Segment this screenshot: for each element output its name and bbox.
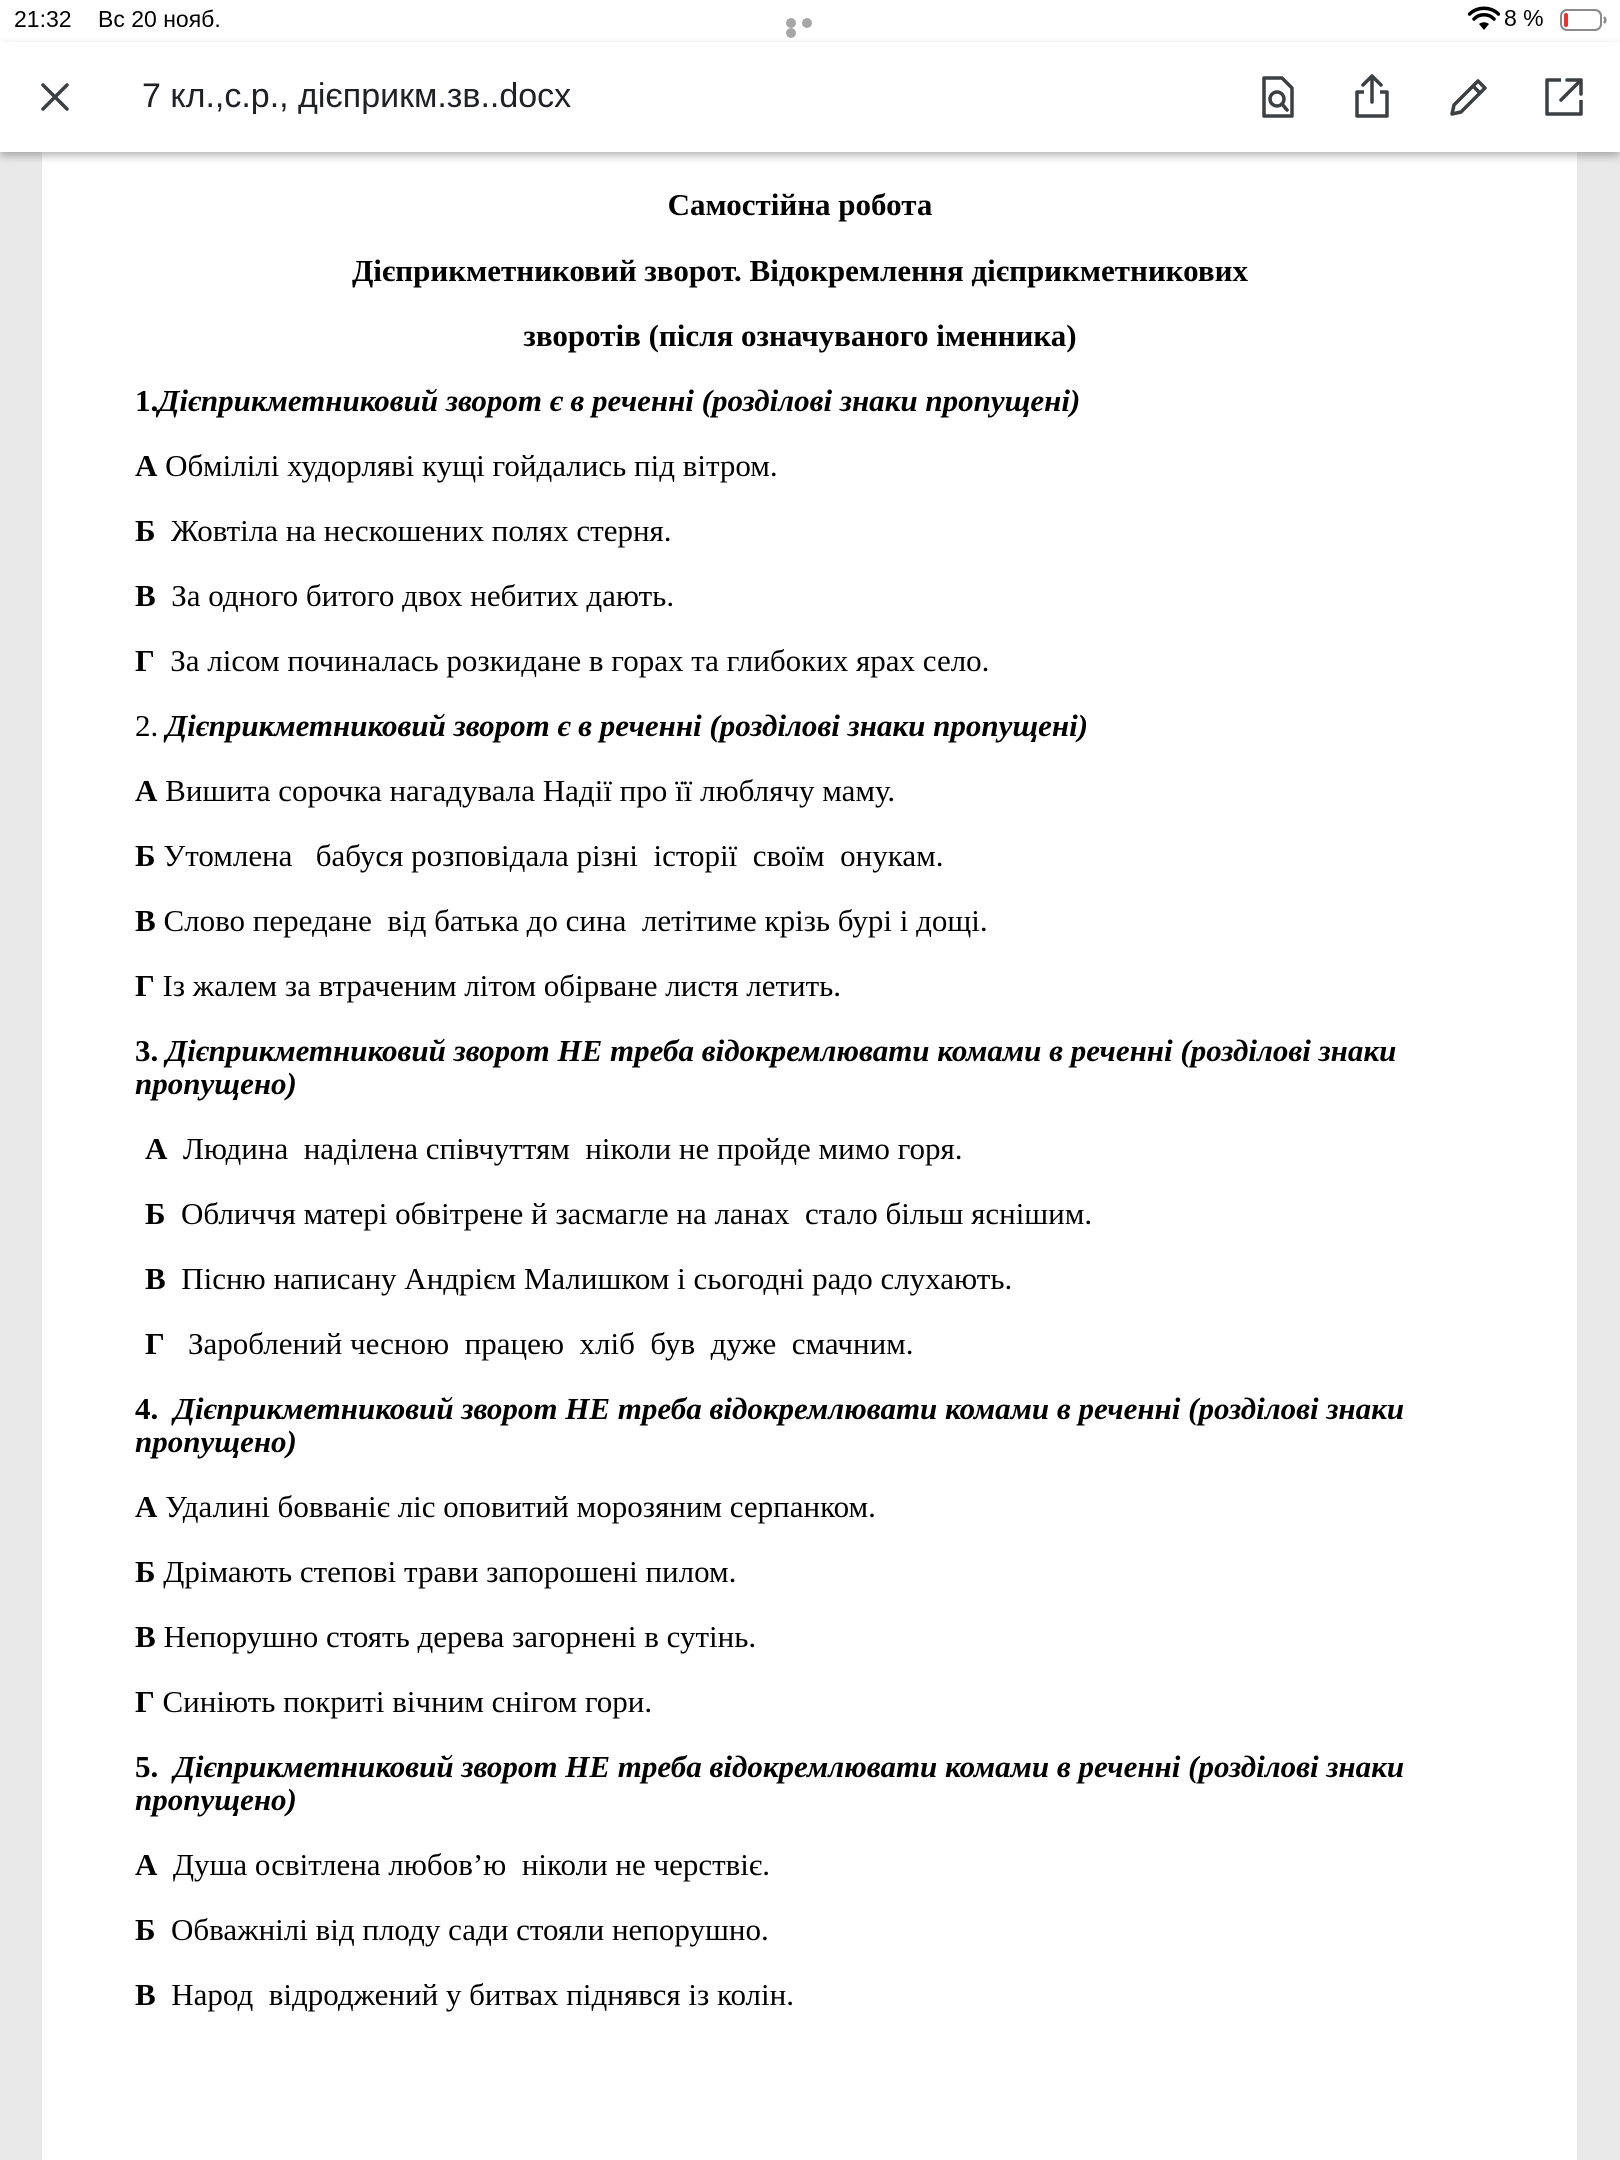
option-text: Утомлена бабуся розповідала різні історії своїм онукам.	[163, 838, 944, 873]
answer-option	[135, 1620, 1465, 1653]
status-time: 21:32	[14, 6, 72, 32]
option-letter: Г	[135, 1684, 155, 1719]
option-letter: Б	[135, 1554, 156, 1589]
option-text: За лісом починалась розкидане в горах та глибоких ярах село.	[170, 643, 990, 678]
question-number: 2.	[135, 708, 159, 743]
option-letter: В	[145, 1261, 166, 1296]
answer-option	[135, 514, 1465, 547]
question-5	[135, 1750, 1465, 1816]
question-text: Дієприкметниковий зворот НЕ треба відокремлювати комами в реченні (розділові знаки пропущено)	[135, 1749, 1405, 1817]
answer-option	[135, 1327, 1465, 1360]
document-subtitle-line-1: Дієприкметниковий зворот. Відокремлення дієприкметникових	[351, 253, 1249, 288]
question-number: 5.	[135, 1749, 159, 1784]
option-letter: А	[135, 1847, 158, 1882]
answer-option	[135, 1132, 1465, 1165]
question-text: Дієприкметниковий зворот є в реченні (розділові знаки пропущені)	[158, 383, 1081, 418]
option-letter: В	[135, 903, 156, 938]
option-letter: В	[135, 578, 156, 613]
answer-option	[135, 449, 1465, 482]
option-text: Пісню написану Андрієм Малишком і сьогодні радо слухають.	[181, 1261, 1013, 1296]
battery-icon	[1560, 8, 1608, 32]
open-in-app-icon[interactable]	[1537, 70, 1591, 124]
question-2	[135, 709, 1465, 742]
option-letter: А	[145, 1131, 168, 1166]
question-4	[135, 1392, 1465, 1458]
document-subtitle-line-2: зворотів (після означуваного іменника)	[523, 318, 1077, 353]
question-text: Дієприкметниковий зворот є в реченні (розділові знаки пропущені)	[166, 708, 1089, 743]
option-letter: Б	[135, 513, 156, 548]
option-text: Людина наділена співчуттям ніколи не пройде мимо горя.	[182, 1131, 963, 1166]
option-text: Душа освітлена любов’ю ніколи не черствіє.	[172, 1847, 770, 1882]
question-number: 4.	[135, 1391, 159, 1426]
option-letter: А	[135, 448, 158, 483]
find-in-document-icon[interactable]	[1250, 70, 1304, 124]
answer-option	[135, 1197, 1465, 1230]
option-text: Слово передане від батька до сина летітиме крізь бурі і дощі.	[163, 903, 988, 938]
answer-option	[135, 969, 1465, 1002]
answer-option	[135, 1555, 1465, 1588]
question-text: Дієприкметниковий зворот НЕ треба відокремлювати комами в реченні (розділові знаки пропущено)	[135, 1391, 1405, 1459]
option-letter: Б	[135, 1912, 156, 1947]
option-text: За одного битого двох небитих дають.	[171, 578, 675, 613]
question-number: 1.	[135, 383, 159, 418]
option-text: Вишита сорочка нагадувала Надії про її люблячу маму.	[165, 773, 896, 808]
option-text: Обважнілі від плоду сади стояли непорушно.	[171, 1912, 769, 1947]
question-text: Дієприкметниковий зворот НЕ треба відокремлювати комами в реченні (розділові знаки пропущено)	[135, 1033, 1397, 1101]
answer-option	[135, 1913, 1465, 1946]
answer-option	[135, 839, 1465, 872]
answer-option	[135, 1490, 1465, 1523]
option-letter: А	[135, 1489, 158, 1524]
question-1	[135, 384, 1465, 417]
option-letter: А	[135, 773, 158, 808]
option-text: Народ відроджений у битвах піднявся із колін.	[171, 1977, 794, 2012]
question-number: 3.	[135, 1033, 159, 1068]
option-text: Зароблений чесною працею хліб був дуже смачним.	[187, 1326, 914, 1361]
answer-option	[135, 1848, 1465, 1881]
close-icon[interactable]	[32, 74, 78, 120]
option-letter: Б	[145, 1196, 166, 1231]
document-title: Самостійна робота	[667, 187, 933, 222]
option-text: Дрімають степові трави запорошені пилом.	[163, 1554, 737, 1589]
option-text: Із жалем за втраченим літом обірване листя летить.	[162, 968, 842, 1003]
battery-percent: 8 %	[1504, 5, 1544, 31]
multitasking-dots-icon[interactable]	[786, 18, 832, 28]
share-icon[interactable]	[1345, 70, 1399, 124]
option-letter: Г	[145, 1326, 165, 1361]
answer-option	[135, 774, 1465, 807]
document-page	[42, 152, 1577, 2160]
answer-option	[135, 644, 1465, 677]
question-3	[135, 1034, 1465, 1100]
option-letter: В	[135, 1977, 156, 2012]
status-date: Вс 20 нояб.	[98, 6, 221, 32]
option-text: Удалині бовваніє ліс оповитий морозяним серпанком.	[165, 1489, 876, 1524]
answer-option	[135, 1978, 1465, 2011]
option-letter: Г	[135, 968, 155, 1003]
option-text: Обличчя матері обвітрене й засмагле на ланах стало більш яснішим.	[181, 1196, 1093, 1231]
wifi-icon	[1468, 6, 1500, 32]
answer-option	[135, 1262, 1465, 1295]
document-content	[135, 188, 1465, 2011]
option-letter: Б	[135, 838, 156, 873]
option-letter: В	[135, 1619, 156, 1654]
option-text: Синіють покриті вічним снігом гори.	[162, 1684, 653, 1719]
option-letter: Г	[135, 643, 155, 678]
document-toolbar	[0, 42, 1620, 152]
answer-option	[135, 1685, 1465, 1718]
answer-option	[135, 579, 1465, 612]
document-file-name: 7 кл.,с.р., дієприкм.зв..docx	[142, 77, 572, 115]
answer-option	[135, 904, 1465, 937]
status-bar	[0, 0, 1620, 42]
option-text: Непорушно стоять дерева загорнені в сутінь.	[163, 1619, 757, 1654]
edit-pencil-icon[interactable]	[1442, 70, 1496, 124]
option-text: Жовтіла на нескошених полях стерня.	[171, 513, 672, 548]
option-text: Обмілілі худорляві кущі гойдались під вітром.	[165, 448, 778, 483]
